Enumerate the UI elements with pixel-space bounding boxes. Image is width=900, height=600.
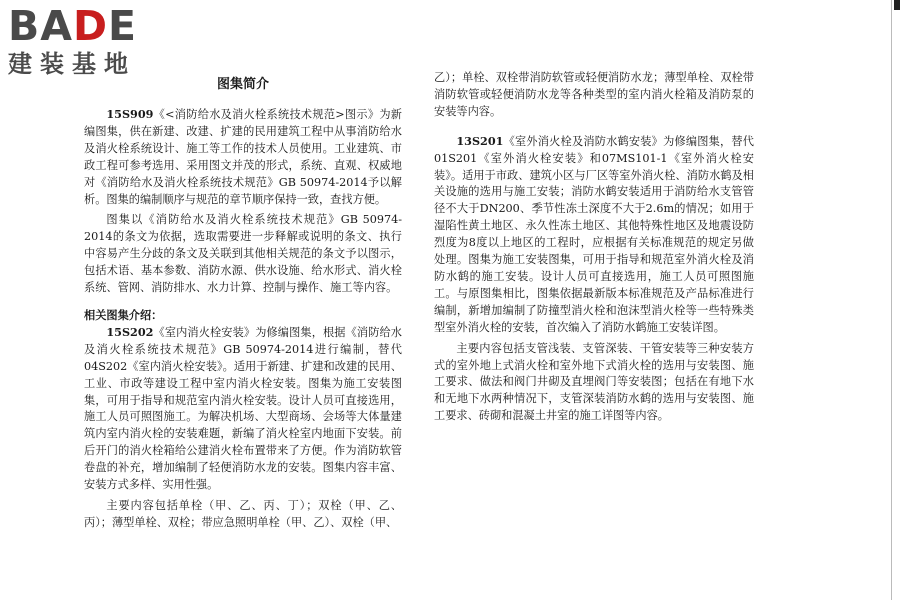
page-edge-line (891, 0, 892, 600)
outdoor-hydrant-paragraph: 13S201《室外消火栓及消防水鹤安装》为修编图集，替代01S201《室外消火栓安装》和07MS101-1《室外消火栓安装》。适用于市政、建筑小区与厂区等室外消火栓、消防水鹤及相关设施的选用与施工安装；消防水鹤安装适用于消防给水支管管径不大于DN200、季节性冻土深度不大于2.6m的情况；如用于湿陷性黄土地区、永久性冻土地区、其他特殊性地区及地震设防烈度为8度以上地区的工程时，应根据有关标准规范的规定另做处理。图集为施工安装图集，可用于指导和规范室外消火栓及消防水鹤的施工安装。设计人员可直接选用，施工人员可照图施工。与原图集相比，图集依据最新版本标准规范及产品标准进行编制，新增加编制了防撞型消火栓和泡沫型消火栓等一些特殊类型室外消火栓的安装，首次编入了消防水鹤施工安装详图。 (434, 133, 754, 334)
indoor-hydrant-content-continued: 乙）；单栓、双栓带消防软管或轻便消防水龙；薄型单栓、双栓带消防软管或轻便消防水龙等各种类型的室内消火栓箱及消防泵的安装等内容。 (434, 71, 754, 118)
page-edge-marker (894, 0, 900, 10)
indoor-hydrant-paragraph: 15S202《室内消火栓安装》为修编图集，根据《消防给水及消火栓系统技术规范》GB 50974-2014进行编制，替代04S202《室内消火栓安装》。适用于新建、扩建和改建的民用、工业、市政等建设工程中室内消火栓安装。图集为施工安装图集，可用于指导和规范室内消火栓安装。设计人员可直接选用，施工人员可照图施工。为解决机场、大型商场、会场等大体量建筑内室内消火栓的安装难题，新编了消火栓室内地面下安装。前后开门的消火栓箱给公建消火栓布置带来了方便。作为消防软管卷盘的补充，增加编制了轻便消防水龙的安装。图集内容丰富、安装方式多样、实用性强。 (84, 324, 402, 492)
brand-logo-accent-letter: D (72, 2, 109, 50)
atlas-intro-paragraph: 15S909《<消防给水及消火栓系统技术规范>图示》为新编图集，供在新建、改建、扩建的民用建筑工程中从事消防给水及消火栓系统设计、施工等工作的技术人员使用。工业建筑、市政工程可参考选用、采用图文并茂的形式，系统、直观、权威地对《消防给水及消火栓系统技术规范》GB 50974-2014予以解析。图集的编制顺序与规范的章节顺序保持一致，查找方便。 (84, 107, 402, 206)
brand-logo (8, 4, 137, 78)
page-title: 图集简介 (216, 77, 269, 92)
atlas-code: 15S202 (106, 324, 154, 339)
related-atlas-heading: 相关图集介绍： (84, 307, 163, 322)
brand-logo-chinese-name: 建装基地 (8, 50, 136, 78)
atlas-code: 13S201 (456, 133, 504, 148)
atlas-basis-paragraph: 图集以《消防给水及消火栓系统技术规范》GB 50974-2014的条文为依据，选取需要进一步释解或说明的条文、执行中容易产生分歧的条文及关联到其他相关规范的条文予以图示，包括术语、基本参数、消防水源、供水设施、给水形式、消火栓系统、管网、消防排水、水力计算、控制与操作、施工等内容。 (84, 213, 402, 295)
outdoor-hydrant-content-paragraph: 主要内容包括支管浅装、支管深装、干管安装等三种安装方式的室外地上式消火栓和室外地下式消火栓的选用与安装图、施工要求、做法和阀门井砌及直埋阀门等安装图；包括在有地下水和无地下水两种情况下，支管深装消防水鹤的选用与安装图、施工要求、砖砌和混凝土井室的施工详图等内容。 (434, 341, 754, 423)
indoor-hydrant-content-paragraph: 主要内容包括单栓（甲、乙、丙、丁）；双栓（甲、乙、丙）；薄型单栓、双栓；带应急照明单栓（甲、乙）、双栓（甲、 (84, 498, 402, 529)
atlas-code: 15S909 (106, 107, 154, 121)
right-text-column (434, 70, 754, 429)
left-text-column (84, 76, 402, 536)
brand-logo-wordmark: BADE (8, 2, 138, 50)
